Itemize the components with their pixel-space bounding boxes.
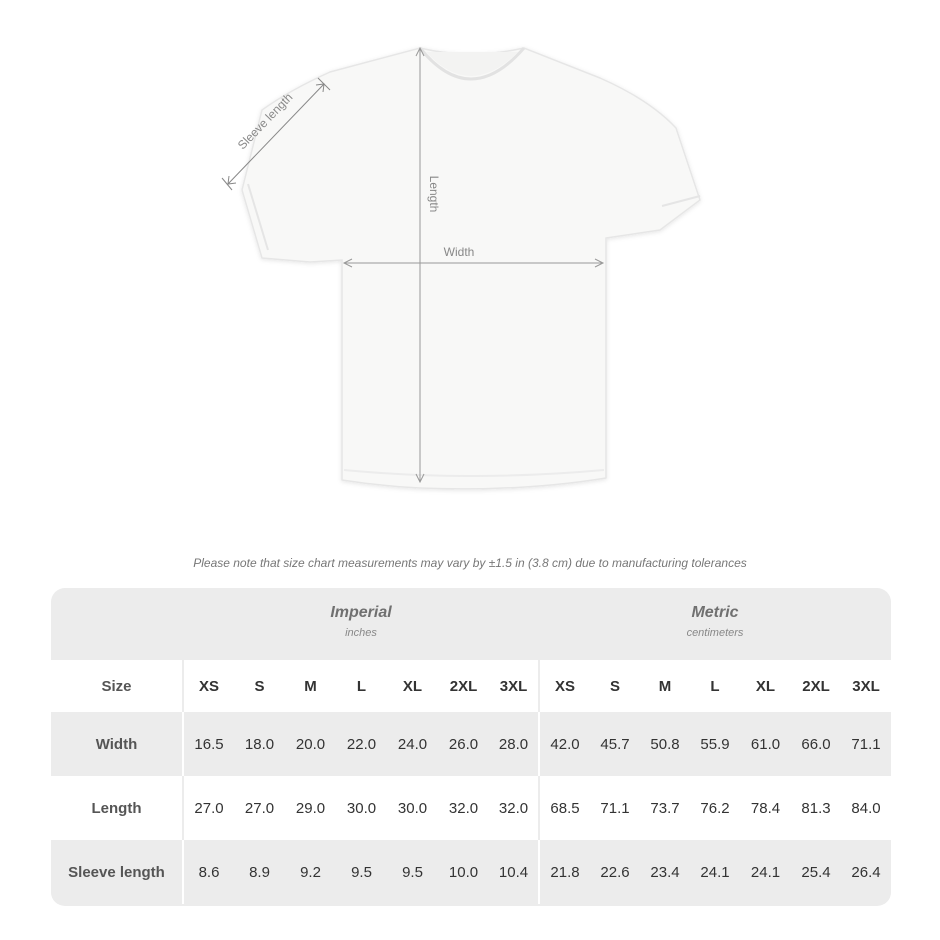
metric-size-xl: XL — [740, 660, 791, 712]
table-cell: 27.0 — [234, 776, 285, 840]
table-cell: 22.0 — [336, 712, 387, 776]
table-cell: 76.2 — [690, 776, 740, 840]
table-cell: 42.0 — [539, 712, 590, 776]
imperial-unit: inches — [345, 627, 377, 639]
table-cell: 32.0 — [489, 776, 539, 840]
sleeve-length-label: Sleeve length — [234, 90, 296, 153]
table-cell: 26.0 — [438, 712, 489, 776]
table-cell: 8.9 — [234, 840, 285, 904]
size-label: Size — [51, 660, 183, 712]
table-cell: 25.4 — [791, 840, 841, 904]
table-row-width — [51, 712, 891, 776]
imperial-size-l: L — [336, 660, 387, 712]
table-cell: 21.8 — [539, 840, 590, 904]
table-cell: 9.5 — [387, 840, 438, 904]
imperial-title: Imperial — [330, 604, 392, 621]
table-row-length — [51, 776, 891, 840]
tolerance-note: Please note that size chart measurements may vary by ±1.5 in (3.8 cm) due to manufacturing tolerances — [193, 556, 747, 570]
table-cell: 30.0 — [336, 776, 387, 840]
table-cell: 71.1 — [590, 776, 640, 840]
table-cell: 27.0 — [183, 776, 234, 840]
imperial-size-xs: XS — [183, 660, 234, 712]
table-cell: 78.4 — [740, 776, 791, 840]
table-cell: 30.0 — [387, 776, 438, 840]
table-cell: 55.9 — [690, 712, 740, 776]
table-cell: 10.4 — [489, 840, 539, 904]
table-cell: 81.3 — [791, 776, 841, 840]
imperial-header — [183, 588, 539, 660]
table-cell: 28.0 — [489, 712, 539, 776]
table-cell: 71.1 — [841, 712, 891, 776]
row-label: Length — [51, 776, 183, 840]
table-cell: 68.5 — [539, 776, 590, 840]
metric-size-l: L — [690, 660, 740, 712]
table-cell: 18.0 — [234, 712, 285, 776]
metric-size-2xl: 2XL — [791, 660, 841, 712]
imperial-size-2xl: 2XL — [438, 660, 489, 712]
table-cell: 29.0 — [285, 776, 336, 840]
imperial-size-xl: XL — [387, 660, 438, 712]
metric-size-m: M — [640, 660, 690, 712]
table-cell: 73.7 — [640, 776, 690, 840]
metric-unit: centimeters — [686, 627, 744, 639]
row-label: Sleeve length — [51, 840, 183, 904]
table-cell: 32.0 — [438, 776, 489, 840]
table-cell: 16.5 — [183, 712, 234, 776]
metric-size-3xl: 3XL — [841, 660, 891, 712]
table-cell: 66.0 — [791, 712, 841, 776]
imperial-size-s: S — [234, 660, 285, 712]
measurements-table — [51, 660, 891, 904]
size-header-row — [51, 660, 891, 712]
table-cell: 50.8 — [640, 712, 690, 776]
imperial-size-m: M — [285, 660, 336, 712]
table-cell: 84.0 — [841, 776, 891, 840]
table-cell: 22.6 — [590, 840, 640, 904]
tshirt-shape — [242, 48, 700, 489]
table-cell: 10.0 — [438, 840, 489, 904]
table-cell: 8.6 — [183, 840, 234, 904]
table-cell: 9.5 — [336, 840, 387, 904]
table-cell: 45.7 — [590, 712, 640, 776]
size-chart-table — [51, 588, 891, 906]
length-label: Length — [427, 175, 441, 213]
metric-header — [539, 588, 891, 660]
table-cell: 24.0 — [387, 712, 438, 776]
metric-title: Metric — [691, 604, 739, 621]
imperial-size-3xl: 3XL — [489, 660, 539, 712]
table-cell: 9.2 — [285, 840, 336, 904]
table-cell: 20.0 — [285, 712, 336, 776]
table-cell: 24.1 — [740, 840, 791, 904]
table-cell: 23.4 — [640, 840, 690, 904]
table-cell: 24.1 — [690, 840, 740, 904]
row-label: Width — [51, 712, 183, 776]
metric-size-xs: XS — [539, 660, 590, 712]
metric-size-s: S — [590, 660, 640, 712]
table-cell: 26.4 — [841, 840, 891, 904]
width-label: Width — [443, 245, 475, 259]
table-cell: 61.0 — [740, 712, 791, 776]
table-row-sleeve-length — [51, 840, 891, 904]
